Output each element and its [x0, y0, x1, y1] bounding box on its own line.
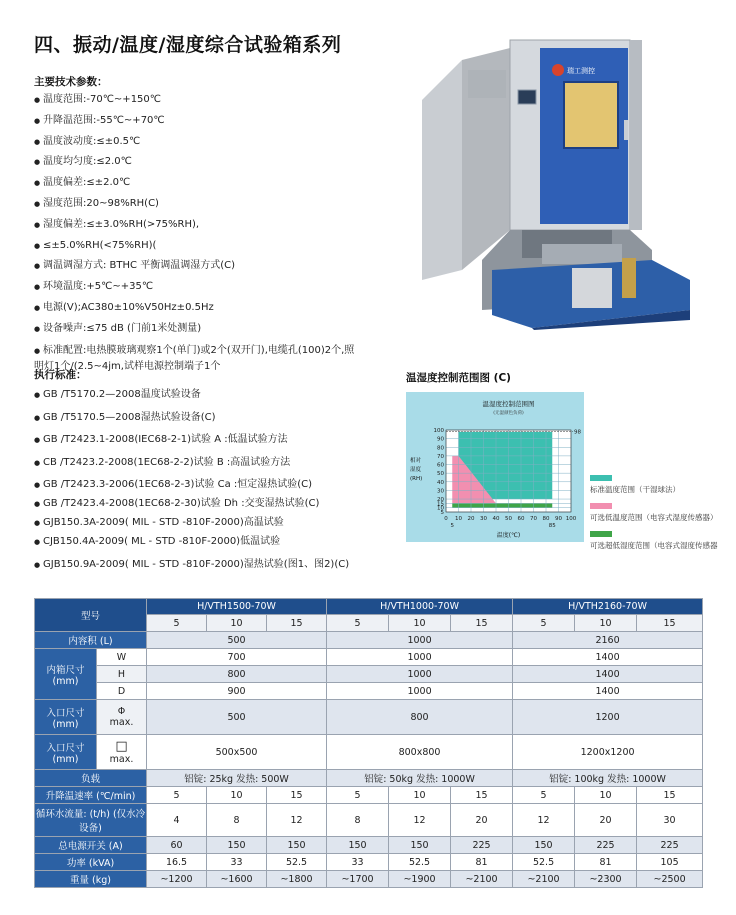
- x-tick-label: 100: [565, 516, 577, 522]
- bullet-icon: ●: [34, 116, 41, 125]
- param-text: 调温调湿方式: BTHC 平衡调温调湿方式(C): [43, 260, 235, 272]
- x-extra-label: 85: [548, 523, 556, 529]
- standard-text: CB /T2423.2-2008(1EC68-2-2)试验 B :高温试验方法: [43, 456, 291, 468]
- sub-cell: 5: [327, 615, 389, 632]
- port-square-label: 入口尺寸 (mm): [35, 735, 97, 770]
- power-row: [35, 854, 703, 871]
- power-cell: 81: [575, 854, 637, 871]
- standard-item: [34, 496, 364, 512]
- port-square-1: 500x500: [147, 735, 327, 770]
- switch-label: 总电源开关 (A): [35, 837, 147, 854]
- sub-cell: 15: [267, 615, 327, 632]
- bullet-icon: ●: [34, 481, 41, 490]
- standard-item: [34, 384, 364, 407]
- standard-text: GB /T5170.5—2008湿热试验设备(C): [43, 411, 216, 423]
- model-2: H/VTH1000-70W: [327, 599, 513, 615]
- power-cell: 81: [451, 854, 513, 871]
- param-item: [34, 194, 364, 215]
- weight-cell: ~1900: [389, 871, 451, 888]
- standard-text: GB /T5170.2—2008温度试验设备: [43, 389, 201, 400]
- bullet-icon: ●: [34, 262, 41, 271]
- bullet-icon: ●: [34, 436, 41, 445]
- inner-w-3: 1400: [513, 649, 703, 666]
- water-cell: 20: [575, 804, 637, 837]
- port-round-label: 入口尺寸 (mm): [35, 700, 97, 735]
- switch-cell: 150: [207, 837, 267, 854]
- bullet-icon: ●: [34, 346, 41, 355]
- bullet-icon: ●: [34, 538, 41, 547]
- bullet-icon: ●: [34, 220, 41, 229]
- ramp-cell: 5: [513, 787, 575, 804]
- max-label: max.: [109, 717, 134, 728]
- inner-w-1: 700: [147, 649, 327, 666]
- y-tick-label: 40: [437, 479, 444, 486]
- water-cell: 12: [513, 804, 575, 837]
- param-item: [34, 236, 364, 257]
- model-3: H/VTH2160-70W: [513, 599, 703, 615]
- volume-2: 1000: [327, 632, 513, 649]
- port-round-2: 800: [327, 700, 513, 735]
- inner-label: 内箱尺寸 (mm): [35, 649, 97, 700]
- water-cell: 4: [147, 804, 207, 837]
- chart-legend: [590, 475, 718, 559]
- standard-text: GB /T2423.4-2008(1EC68-2-30)试验 Dh :交变湿热试验(C): [43, 498, 320, 510]
- water-cell: 30: [637, 804, 703, 837]
- sub-cell: 5: [147, 615, 207, 632]
- inner-h-key: H: [97, 666, 147, 683]
- x-tick-label: 60: [517, 516, 525, 522]
- param-item: [34, 152, 364, 173]
- load-1: 铝锭: 25kg 发热: 500W: [147, 770, 327, 787]
- water-cell: 12: [267, 804, 327, 837]
- power-cell: 33: [327, 854, 389, 871]
- param-text: 电源(V);AC380±10%V50Hz±0.5Hz: [43, 301, 214, 313]
- sub-cell: 15: [451, 615, 513, 632]
- chart-heading: 温湿度控制范围图 (C): [406, 372, 511, 384]
- ramp-cell: 5: [147, 787, 207, 804]
- inner-d-key: D: [97, 683, 147, 700]
- x-tick-label: 30: [480, 516, 487, 522]
- standard-text: GB /T2423.3-2006(1EC68-2-3)试验 Ca :恒定湿热试验(C): [43, 479, 313, 491]
- param-text: 温度均匀度:≤2.0℃: [43, 156, 132, 168]
- sub-cell: 10: [207, 615, 267, 632]
- params-list: [34, 90, 364, 374]
- ramp-cell: 15: [637, 787, 703, 804]
- x-tick-label: 50: [505, 516, 512, 522]
- sub-cell: 5: [513, 615, 575, 632]
- load-label: 负载: [35, 770, 147, 787]
- x-tick-label: 90: [555, 516, 562, 522]
- weight-cell: ~2100: [513, 871, 575, 888]
- water-cell: 12: [389, 804, 451, 837]
- brand-text: 瑞工测控: [567, 67, 595, 75]
- power-cell: 33: [207, 854, 267, 871]
- page-title: 四、振动/温度/湿度综合试验箱系列: [34, 34, 342, 56]
- max-label: max.: [109, 754, 134, 765]
- port-square-key: [97, 735, 147, 770]
- switch-cell: 150: [327, 837, 389, 854]
- inner-h-3: 1400: [513, 666, 703, 683]
- weight-cell: ~2500: [637, 871, 703, 888]
- y-tick-label: 60: [437, 462, 444, 469]
- weight-cell: ~1700: [327, 871, 389, 888]
- switch-row: [35, 837, 703, 854]
- power-cell: 52.5: [267, 854, 327, 871]
- params-heading: 主要技术参数：: [34, 76, 108, 88]
- bullet-icon: ●: [34, 519, 41, 528]
- switch-cell: 150: [389, 837, 451, 854]
- bullet-icon: ●: [34, 137, 41, 146]
- x-tick-label: 40: [492, 516, 500, 522]
- bullet-icon: ●: [34, 303, 41, 312]
- y-tick-label: 80: [437, 445, 444, 452]
- standard-item: [34, 557, 364, 573]
- switch-cell: 150: [513, 837, 575, 854]
- square-symbol: □: [115, 739, 128, 754]
- switch-cell: 225: [451, 837, 513, 854]
- weight-cell: ~1600: [207, 871, 267, 888]
- x-axis-label: 温度(℃): [496, 532, 521, 539]
- legend-label: 可选低温度范围（电容式湿度传感器）: [590, 513, 718, 522]
- standard-item: [34, 531, 364, 554]
- model-label: 型号: [35, 599, 147, 632]
- bullet-icon: ●: [34, 413, 41, 422]
- ramp-label: 升降温速率 (℃/min): [35, 787, 147, 804]
- standard-item: [34, 515, 364, 531]
- chart-subtitle: (无湿颜色负荷): [493, 411, 524, 416]
- switch-cell: 60: [147, 837, 207, 854]
- volume-1: 500: [147, 632, 327, 649]
- inner-d-3: 1400: [513, 683, 703, 700]
- legend-swatch: [590, 503, 612, 509]
- weight-row: [35, 871, 703, 888]
- y-tick-label: 100: [433, 428, 444, 434]
- phi-symbol: Φ: [117, 706, 126, 717]
- chart-svg: [406, 392, 584, 542]
- water-cell: 8: [207, 804, 267, 837]
- x-tick-label: 0: [444, 516, 448, 522]
- chart-panel: [406, 392, 584, 542]
- volume-label: 内容积 (L): [35, 632, 147, 649]
- weight-cell: ~1800: [267, 871, 327, 888]
- y-tick-label: 10: [437, 505, 444, 512]
- inner-d-2: 1000: [327, 683, 513, 700]
- weight-label: 重量 (kg): [35, 871, 147, 888]
- param-item: [34, 256, 364, 277]
- port-round-1: 500: [147, 700, 327, 735]
- inner-w-2: 1000: [327, 649, 513, 666]
- x-tick-label: 20: [467, 516, 475, 522]
- standard-text: CJB150.4A-2009( ML - STD -810F-2000)低温试验: [43, 536, 281, 548]
- inner-w-key: W: [97, 649, 147, 666]
- y-tick-label: 70: [437, 453, 444, 460]
- chart-title: 温湿度控制范围图: [482, 400, 535, 408]
- x-tick-label: 80: [542, 516, 550, 522]
- switch-cell: 150: [267, 837, 327, 854]
- ramp-cell: 10: [575, 787, 637, 804]
- y-axis-label: 相对: [410, 458, 422, 464]
- standard-text: GJB150.9A-2009( MIL - STD -810F-2000)湿热试验(图1、图2)(C): [43, 558, 350, 570]
- param-item: [34, 319, 364, 340]
- bullet-icon: ●: [34, 96, 41, 104]
- bullet-icon: ●: [34, 158, 41, 167]
- port-square-2: 800x800: [327, 735, 513, 770]
- ramp-cell: 15: [451, 787, 513, 804]
- water-cell: 8: [327, 804, 389, 837]
- ramp-cell: 10: [389, 787, 451, 804]
- x-tick-label: 10: [455, 516, 462, 522]
- param-item: [34, 298, 364, 319]
- weight-cell: ~1200: [147, 871, 207, 888]
- port-round-key: [97, 700, 147, 735]
- inner-h-1: 800: [147, 666, 327, 683]
- bullet-icon: ●: [34, 391, 41, 399]
- bullet-icon: ●: [34, 560, 41, 569]
- bullet-icon: ●: [34, 179, 41, 188]
- switch-cell: 225: [637, 837, 703, 854]
- bullet-icon: ●: [34, 199, 41, 208]
- inner-d-1: 900: [147, 683, 327, 700]
- param-item: [34, 215, 364, 236]
- param-text: 温度范围:-70℃~+150℃: [43, 94, 162, 105]
- legend-label: 标准温度范围（干湿球法）: [590, 485, 680, 494]
- param-text: ≤±5.0%RH(<75%RH)(: [43, 239, 157, 251]
- port-round-3: 1200: [513, 700, 703, 735]
- model-1: H/VTH1500-70W: [147, 599, 327, 615]
- param-text: 标准配置:电热膜玻璃观察1个(单门)或2个(双开门),电缆孔(100)2个,照明灯1个/(2.5~4jm,试样电源控制端子1个: [34, 344, 355, 372]
- param-text: 湿度范围:20~98%RH(C): [43, 197, 159, 209]
- standard-item: [34, 452, 364, 475]
- load-3: 铝锭: 100kg 发热: 1000W: [513, 770, 703, 787]
- standard-text: GB /T2423.1-2008(IEC68-2-1)试验 A :低温试验方法: [43, 434, 288, 446]
- x-extra-label: 5: [450, 523, 454, 529]
- param-text: 湿度偏差:≤±3.0%RH(>75%RH),: [43, 218, 200, 230]
- power-label: 功率 (kVA): [35, 854, 147, 871]
- y-tick-label: 15: [437, 501, 444, 508]
- bullet-icon: ●: [34, 500, 41, 509]
- standard-item: [34, 477, 364, 493]
- legend-swatch: [590, 475, 612, 481]
- standard-text: GJB150.3A-2009( MIL - STD -810F-2000)高温试验: [43, 517, 284, 529]
- y-tick-label: 5: [440, 510, 444, 516]
- y-tick-label: 90: [437, 436, 444, 443]
- ramp-row: [35, 787, 703, 804]
- param-item: [34, 90, 364, 111]
- power-cell: 105: [637, 854, 703, 871]
- water-label: 循环水流量: (t/h) (仅水冷设备): [35, 804, 147, 837]
- ramp-cell: 10: [207, 787, 267, 804]
- param-item: [34, 277, 364, 298]
- param-item: [34, 111, 364, 132]
- param-text: 设备噪声:≤75 dB (门前1米处测量): [43, 322, 202, 334]
- chamber-photo: [422, 30, 690, 330]
- param-item: [34, 173, 364, 194]
- ramp-cell: 5: [327, 787, 389, 804]
- power-cell: 52.5: [389, 854, 451, 871]
- x-tick-label: 70: [530, 516, 537, 522]
- y-marker-label: 98: [574, 429, 581, 436]
- y-tick-label: 50: [437, 471, 444, 478]
- y-tick-label: 20: [437, 497, 444, 504]
- sub-cell: 10: [389, 615, 451, 632]
- standard-item: [34, 407, 364, 430]
- param-text: 环境温度:+5℃~+35℃: [43, 281, 154, 293]
- standards-list: [34, 384, 364, 573]
- param-text: 温度波动度:≤±0.5℃: [43, 135, 141, 147]
- y-axis-label: (RH): [410, 476, 423, 482]
- sub-cell: 15: [637, 615, 703, 632]
- ramp-cell: 15: [267, 787, 327, 804]
- param-item: [34, 132, 364, 153]
- power-cell: 16.5: [147, 854, 207, 871]
- weight-cell: ~2300: [575, 871, 637, 888]
- bullet-icon: ●: [34, 324, 41, 333]
- y-tick-label: 30: [437, 488, 444, 495]
- power-cell: 52.5: [513, 854, 575, 871]
- legend-swatch: [590, 531, 612, 537]
- sub-cell: 10: [575, 615, 637, 632]
- standard-item: [34, 429, 364, 452]
- water-row: [35, 804, 703, 837]
- bullet-icon: ●: [34, 458, 41, 467]
- switch-cell: 225: [575, 837, 637, 854]
- weight-cell: ~2100: [451, 871, 513, 888]
- volume-3: 2160: [513, 632, 703, 649]
- param-text: 温度偏差:≤±2.0℃: [43, 177, 131, 189]
- y-axis-label: 湿度: [410, 467, 422, 473]
- series-area-3: [452, 503, 552, 507]
- standards-heading: 执行标准：: [34, 369, 87, 381]
- load-2: 铝锭: 50kg 发热: 1000W: [327, 770, 513, 787]
- legend-label: 可选超低湿度范围（电容式湿度传感器: [590, 541, 718, 550]
- param-text: 升降温范围:-55℃~+70℃: [43, 114, 165, 126]
- bullet-icon: ●: [34, 283, 41, 292]
- inner-h-2: 1000: [327, 666, 513, 683]
- port-square-3: 1200x1200: [513, 735, 703, 770]
- bullet-icon: ●: [34, 241, 41, 250]
- water-cell: 20: [451, 804, 513, 837]
- spec-table: [34, 598, 703, 888]
